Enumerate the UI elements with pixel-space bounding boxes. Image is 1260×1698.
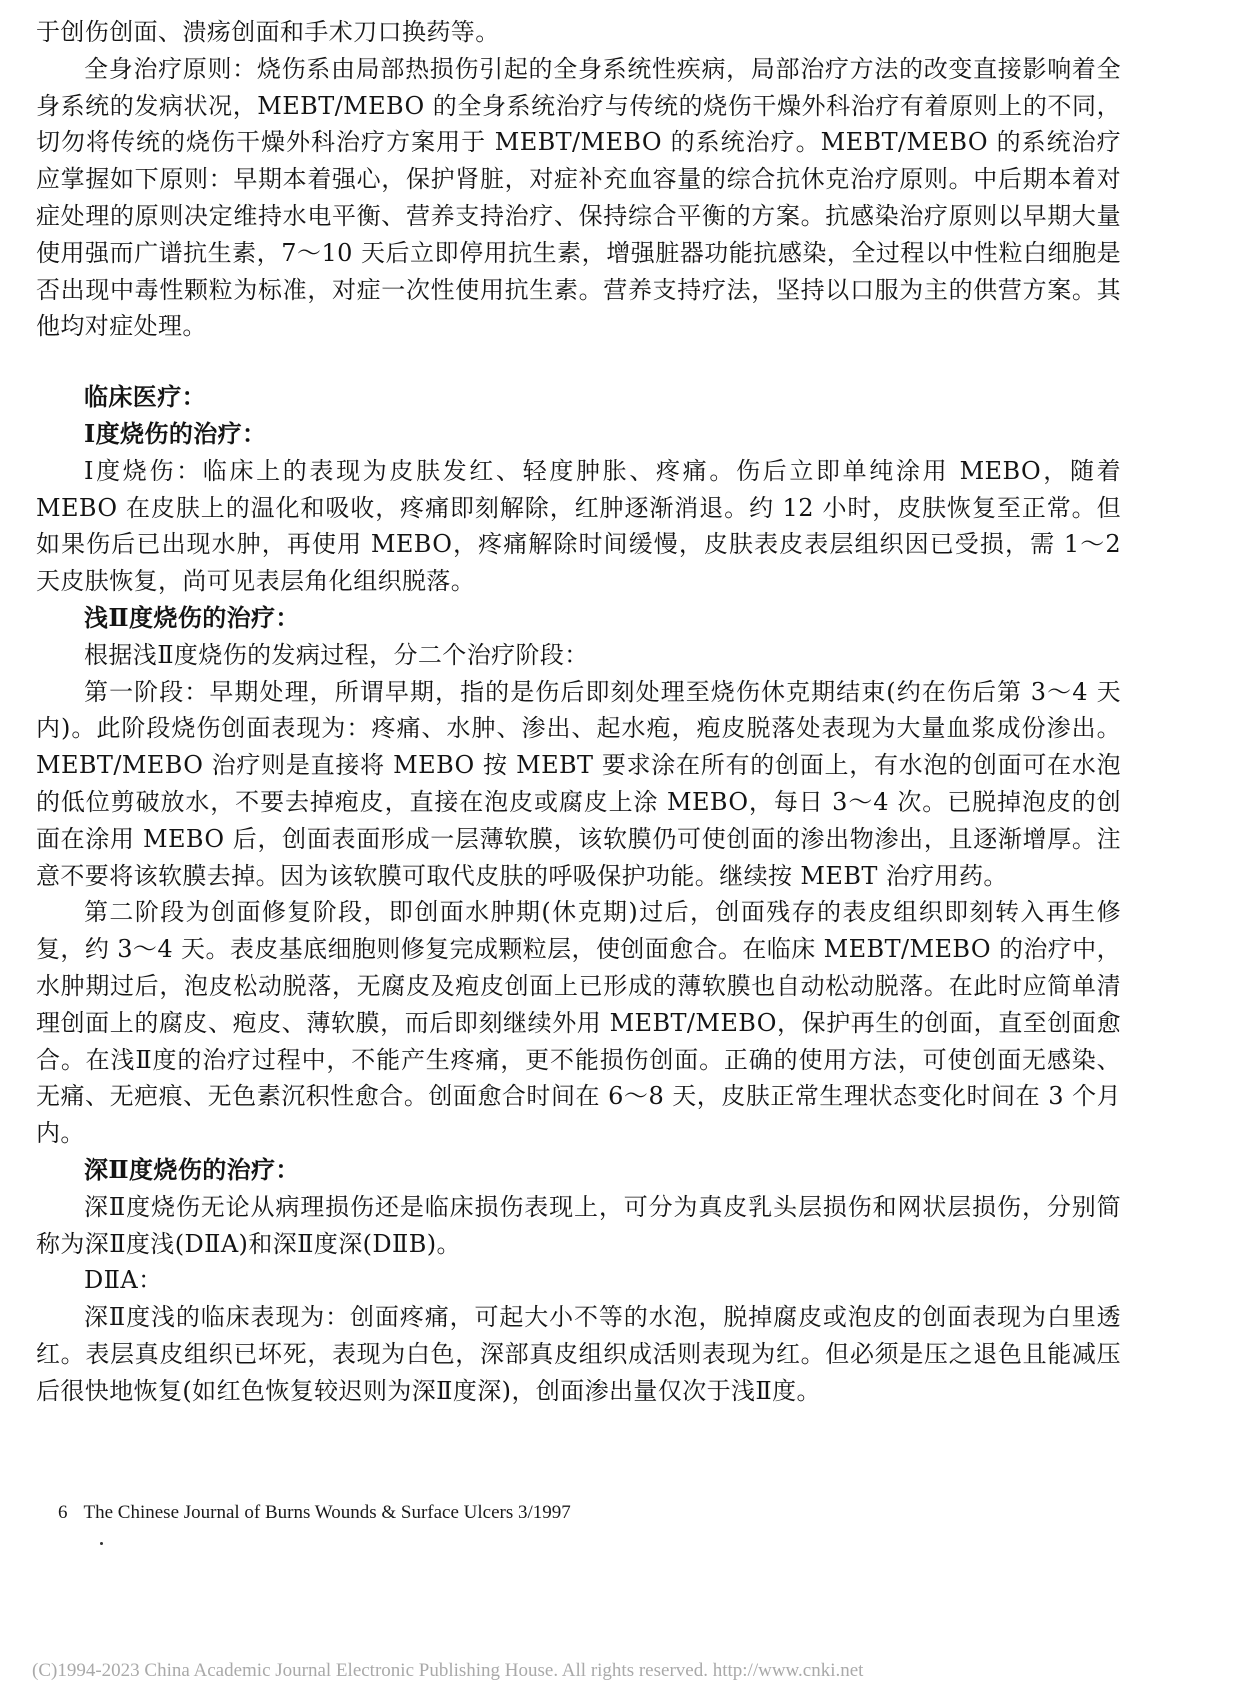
copyright-watermark: (C)1994-2023 China Academic Journal Electronic Publishing House. All rights reserved. http://www.cnki.net [32,1660,864,1681]
section-heading-clinical: 临床医疗： [84,383,206,412]
page-number: 6 [58,1502,68,1523]
paragraph-continuation: 于创伤创面、溃疡创面和手术刀口换药等。 [36,18,500,46]
subheading-first-degree: Ⅰ度烧伤的治疗： [84,418,267,448]
paragraph-stage-two: 第二阶段为创面修复阶段，即创面水肿期(休克期)过后，创面残存的表皮组织即刻转入再生修复，约 3～4 天。表皮基底细胞则修复完成颗粒层，使创面愈合。在临床 MEBT/MEBO 的治疗中，水肿期过后，泡皮松动脱落，无腐皮及疱皮创面上已形成的薄软膜也自动松动脱落。在此时应简单清理创面上的腐皮、疱皮、薄软膜，而后即刻继续外用 MEBT/MEBO，保护再生的创面，直至创面愈合。在浅Ⅱ度的治疗过程中，不能产生疼痛，更不能损伤创面。正确的使用方法，可使创面无感染、无痛、无疤痕、无色素沉积性愈合。创面愈合时间在 6～8 天，皮肤正常生理状态变化时间在 3 个月内。 [36,898,1121,1148]
paragraph-two-stages: 根据浅Ⅱ度烧伤的发病过程，分二个治疗阶段： [84,640,589,669]
paragraph-deep-second-degree: 深Ⅱ度烧伤无论从病理损伤还是临床损伤表现上，可分为真皮乳头层损伤和网状层损伤，分别简称为深Ⅱ度浅(DⅡA)和深Ⅱ度深(DⅡB)。 [36,1192,1121,1258]
page-footer [58,1502,571,1524]
paragraph-systemic-treatment: 全身治疗原则：烧伤系由局部热损伤引起的全身系统性疾病，局部治疗方法的改变直接影响着全身系统的发病状况，MEBT/MEBO 的全身系统治疗与传统的烧伤干燥外科治疗有着原则上的不同，切勿将传统的烧伤干燥外科治疗方案用于 MEBT/MEBO 的系统治疗。MEBT/MEBO 的系统治疗应掌握如下原则：早期本着强心，保护肾脏，对症补充血容量的综合抗休克治疗原则。中后期本着对症处理的原则决定维持水电平衡、营养支持治疗、保持综合平衡的方案。抗感染治疗原则以早期大量使用强而广谱抗生素，7～10 天后立即停用抗生素，增强脏器功能抗感染，全过程以中性粒白细胞是否出现中毒性颗粒为标准，对症一次性使用抗生素。营养支持疗法，坚持以口服为主的供营方案。其他均对症处理。 [36,54,1121,341]
journal-citation: The Chinese Journal of Burns Wounds & Surface Ulcers 3/1997 [83,1502,571,1523]
subheading-deep-second-degree: 深Ⅱ度烧伤的治疗： [84,1154,300,1184]
article-body [36,14,1121,1409]
paragraph-d2a: 深Ⅱ度浅的临床表现为：创面疼痛，可起大小不等的水泡，脱掉腐皮或泡皮的创面表现为白里透红。表层真皮组织已坏死，表现为白色，深部真皮组织成活则表现为红。但必须是压之退色且能减压后很快地恢复(如红色恢复较迟则为深Ⅱ度深)，创面渗出量仅次于浅Ⅱ度。 [36,1303,1121,1405]
paragraph-stage-one: 第一阶段：早期处理，所谓早期，指的是伤后即刻处理至烧伤休克期结束(约在伤后第 3～4 天内)。此阶段烧伤创面表现为：疼痛、水肿、渗出、起水疱，疱皮脱落处表现为大量血浆成份渗出。MEBT/MEBO 治疗则是直接将 MEBO 按 MEBT 要求涂在所有的创面上，有水泡的创面可在水泡的低位剪破放水，不要去掉疱皮，直接在泡皮或腐皮上涂 MEBO，每日 3～4 次。已脱掉泡皮的创面在涂用 MEBO 后，创面表面形成一层薄软膜，该软膜仍可使创面的渗出物渗出，且逐渐增厚。注意不要将该软膜去掉。因为该软膜可取代皮肤的呼吸保护功能。继续按 MEBT 治疗用药。 [36,677,1121,890]
paragraph-first-degree: Ⅰ度烧伤：临床上的表现为皮肤发红、轻度肿胀、疼痛。伤后立即单纯涂用 MEBO，随着 MEBO 在皮肤上的温化和吸收，疼痛即刻解除，红肿逐渐消退。约 12 小时，皮肤恢复至正常。但如果伤后已出现水肿，再使用 MEBO，疼痛解除时间缓慢，皮肤表皮表层组织因已受损，需 1～2 天皮肤恢复，尚可见表层角化组织脱落。 [36,456,1121,596]
subheading-superficial-second-degree: 浅Ⅱ度烧伤的治疗： [84,602,300,632]
label-d2a: DⅡA： [84,1266,163,1295]
section-gap [36,345,1121,379]
scan-speck [100,1542,103,1545]
